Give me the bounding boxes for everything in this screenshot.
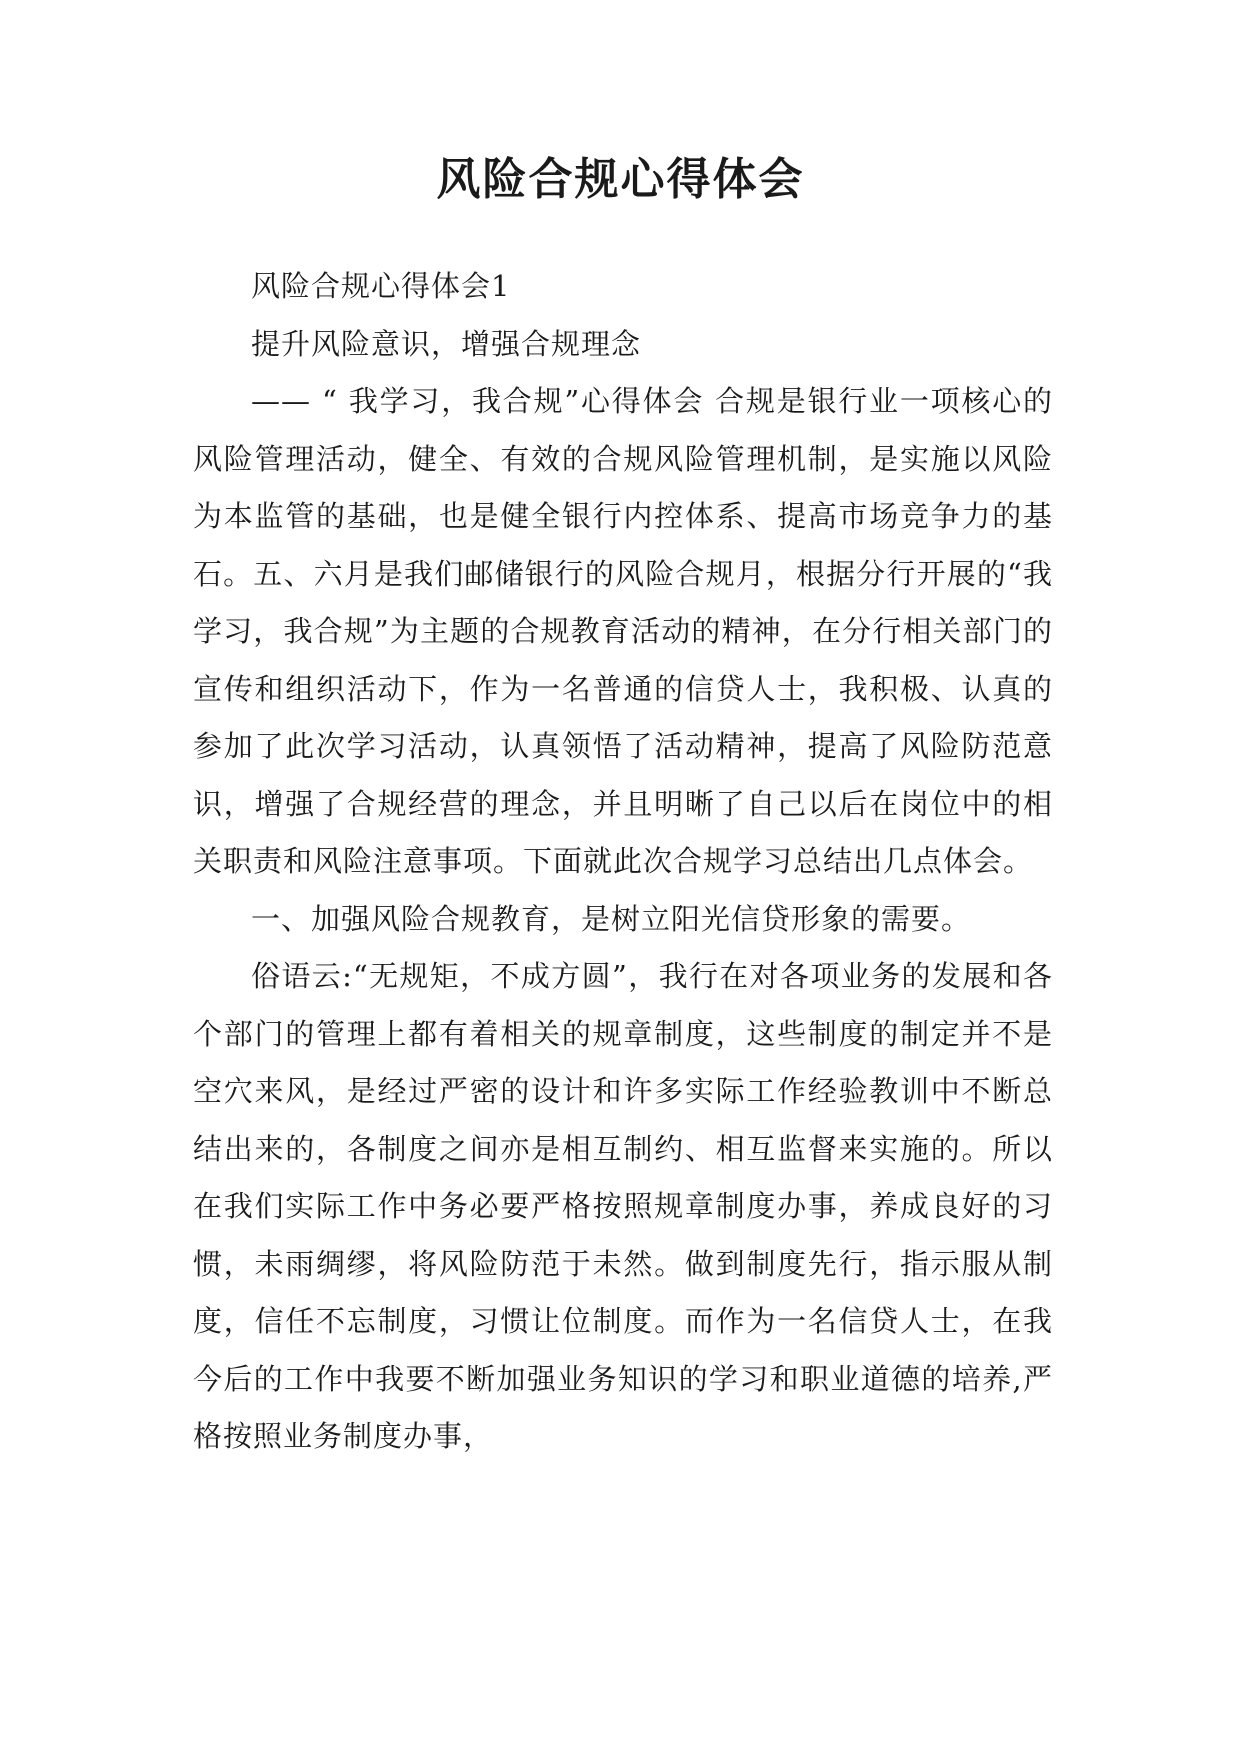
body-paragraph: 俗语云:“无规矩，不成方圆”，我行在对各项业务的发展和各个部门的管理上都有着相关的规章制度，这些制度的制定并不是空穴来风，是经过严密的设计和许多实际工作经验教训中不断总结出来的，各制度之间亦是相互制约、相互监督来实施的。所以在我们实际工作中务必要严格按照规章制度办事，养成良好的习惯，未雨绸缪，将风险防范于未然。做到制度先行，指示服从制度，信任不忘制度，习惯让位制度。而作为一名信贷人士，在我今后的工作中我要不断加强业务知识的学习和职业道德的培养,严格按照业务制度办事，	[193, 959, 1053, 1453]
subtitle: 提升风险意识，增强合规理念	[251, 326, 642, 361]
document-title: 风险合规心得体会	[436, 154, 805, 205]
section-heading: 风险合规心得体会1	[251, 269, 511, 303]
document-body	[193, 258, 1053, 1466]
body-paragraph: —— “ 我学习，我合规”心得体会 合规是银行业一项核心的风险管理活动，健全、有效的合规风险管理机制，是实施以风险为本监管的基础，也是健全银行内控体系、提高市场竞争力的基石。五、六月是我们邮储银行的风险合规月，根据分行开展的“我学习，我合规”为主题的合规教育活动的精神，在分行相关部门的宣传和组织活动下，作为一名普通的信贷人士，我积极、认真的参加了此次学习活动，认真领悟了活动精神，提高了风险防范意识，增强了合规经营的理念，并且明晰了自己以后在岗位中的相关职责和风险注意事项。下面就此次合规学习总结出几点体会。	[193, 384, 1053, 878]
point-heading: 一、加强风险合规教育，是树立阳光信贷形象的需要。	[251, 901, 972, 936]
